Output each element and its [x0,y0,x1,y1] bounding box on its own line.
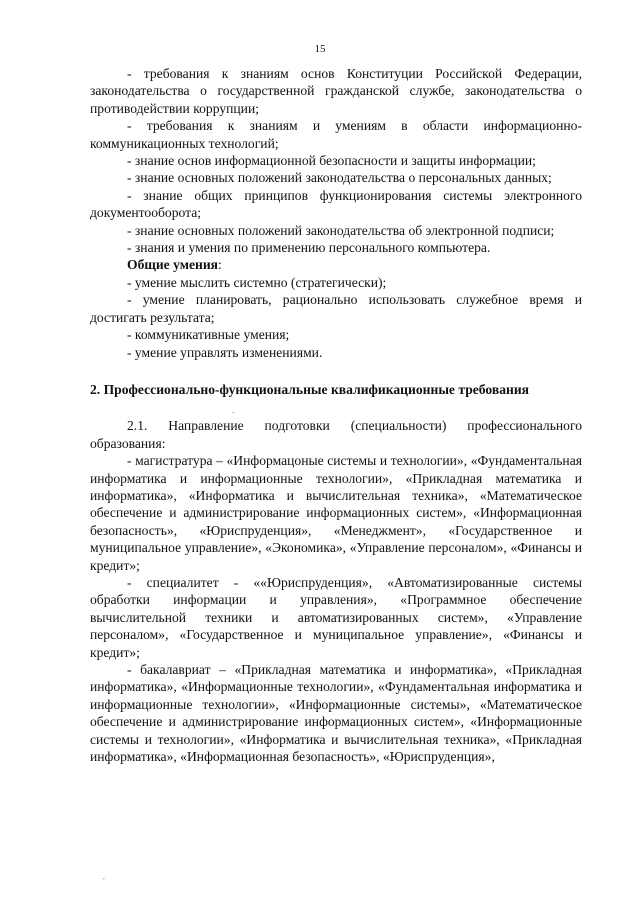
skill-item-time-planning: - умение планировать, рационально использовать служебное время и достигать результата; [90,292,582,325]
general-skills-heading-text: Общие умения [127,257,219,273]
paragraph-personal-data-law: - знание основных положений законодательства о персональных данных; [127,170,552,186]
paragraph-masters-programs: - магистратура – «Информацоные системы и технологии», «Фундаментальная информатика и информационные технологии», «Прикладная математика и информатика», «Информатика и вычислительная техника», «Математическое обеспечение и администрирование информационных систем», «Информационная безопасность», «Юриспруденция», «Менеджмент», «Государственное и муниципальное управление», «Экономика», «Управление персоналом», «Финансы и кредит»; [90,453,582,573]
paragraph-infosec-knowledge: - знание основ информационной безопасности и защиты информации; [127,153,536,169]
paragraph-specialist-programs: - специалитет - ««Юриспруденция», «Автоматизированные системы обработки информации и управления», «Программное обеспечение вычислительной техники и автоматизированных систем», «Управление персоналом», «Государственное и муниципальное управление», «Финансы и кредит»; [90,574,582,660]
page-number: 15 [314,43,326,55]
paragraph-bachelor-programs: - бакалавриат – «Прикладная математика и информатика», «Прикладная информатика», «Информационные технологии», «Фундаментальная информатика и информационные технологии», «Информационные системы», «Математическое обеспечение и администрирование информационных систем», «Информационные системы и технологии», «Информатика и вычислительная техника», «Прикладная информатика», «Информационная безопасность», «Юриспруденция», [90,662,582,765]
skill-item-systemic-thinking: - умение мыслить системно (стратегически); [127,274,387,290]
paragraph-ict-requirements: - требования к знаниям и умениям в области информационно-коммуникационных технологий; [90,118,582,151]
skill-item-communication: - коммуникативные умения; [127,327,290,343]
general-skills-heading [90,256,582,273]
scan-mark: - [102,873,105,883]
document-body [90,65,582,765]
paragraph-constitution-requirements: - требования к знаниям основ Конституции Российской Федерации, законодательства о государственной гражданской службе, законодательства о противодействии коррупции; [90,66,582,116]
skill-item-change-management: - умение управлять изменениями. [127,344,323,360]
paragraph-e-signature-law: - знание основных положений законодательства об электронной подписи; [127,222,555,238]
paragraph-education-direction: 2.1. Направление подготовки (специальности) профессионального образования: [90,418,582,451]
general-skills-heading-colon: : [218,257,222,273]
scan-speck: . [232,405,235,417]
paragraph-pc-skills: - знания и умения по применению персонального компьютера. [127,240,491,256]
section-2-title: 2. Профессионально-функциональные квалификационные требования [90,381,530,397]
paragraph-edms-principles: - знание общих принципов функционирования системы электронного документооборота; [90,187,582,221]
